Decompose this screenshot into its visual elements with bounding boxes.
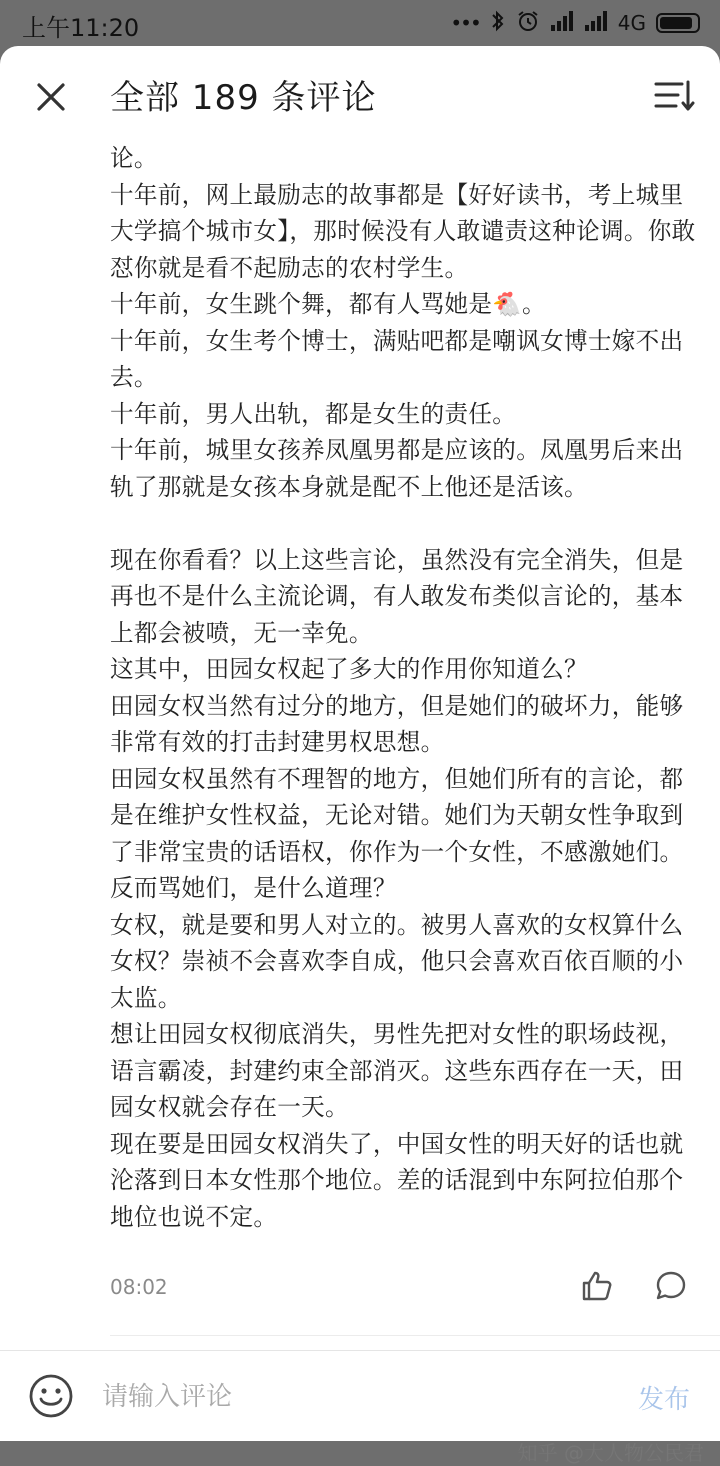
paragraph-gap xyxy=(110,505,700,542)
more-dots-icon: ••• xyxy=(450,11,480,35)
reply-button[interactable] xyxy=(654,1269,688,1303)
comment-paragraph: 女权，就是要和男人对立的。被男人喜欢的女权算什么女权？崇祯不会喜欢李自成，他只会喜欢百依百顺的小太监。 xyxy=(110,910,684,1012)
signal-icon xyxy=(550,10,574,37)
send-button[interactable]: 发布 xyxy=(637,1385,690,1415)
comment-paragraph: 现在要是田园女权消失了，中国女性的明天好的话也就沦落到日本女性那个地位。差的话混到中东阿拉伯那个地位也说不定。 xyxy=(110,1129,684,1231)
status-bar xyxy=(0,0,720,46)
comments-sheet xyxy=(0,46,720,1465)
emoji-icon xyxy=(28,1373,74,1419)
comment-input[interactable] xyxy=(100,1373,484,1421)
sort-button[interactable] xyxy=(652,76,696,116)
network-type: 4G xyxy=(617,11,646,35)
comment-paragraph: 十年前，女生跳个舞，都有人骂她是🐔。 xyxy=(110,290,546,318)
comment-paragraph: 田园女权虽然有不理智的地方，但她们所有的言论，都是在维护女性权益，无论对错。她们为天朝女性争取到了非常宝贵的话语权，你作为一个女性，不感激她们。反而骂她们，是什么道理？ xyxy=(110,764,684,902)
comment-footer xyxy=(110,1269,700,1309)
comment-paragraph: 十年前，网上最励志的故事都是【好好读书，考上城里大学搞个城市女】，那时候没有人敢谴责这种论调。你敢怼你就是看不起励志的农村学生。 xyxy=(110,180,696,282)
thumbs-up-icon xyxy=(580,1269,614,1303)
page-title: 全部 189 条评论 xyxy=(110,78,377,118)
comment-paragraph: 现在你看看？以上这些言论，虽然没有完全消失，但是再也不是什么主流论调，有人敢发布类似言论的，基本上都会被喷，无一幸免。 xyxy=(110,545,684,647)
watermark: 知乎 @大人物公民君 xyxy=(517,1441,704,1465)
sheet-header xyxy=(0,46,720,146)
hd-signal-icon xyxy=(584,10,608,37)
status-time: 上午11:20 xyxy=(22,14,140,42)
comment-paragraph: 田园女权当然有过分的地方，但是她们的破坏力，能够非常有效的打击封建男权思想。 xyxy=(110,691,684,756)
divider xyxy=(110,1335,720,1336)
comment-paragraph: 十年前，男人出轨，都是女生的责任。 xyxy=(110,399,517,428)
reply-bubble-icon xyxy=(654,1269,688,1303)
comment-paragraph: 十年前，女生考个博士，满贴吧都是嘲讽女博士嫁不出去。 xyxy=(110,326,684,391)
comment-time: 08:02 xyxy=(110,1275,168,1299)
comment-paragraph: 十年前，城里女孩养凤凰男都是应该的。凤凰男后来出轨了那就是女孩本身就是配不上他还是活该。 xyxy=(110,436,684,501)
status-icons xyxy=(450,8,700,38)
close-button[interactable] xyxy=(28,74,74,120)
battery-icon xyxy=(656,13,700,33)
emoji-button[interactable] xyxy=(28,1373,74,1419)
like-button[interactable] xyxy=(580,1269,614,1303)
comment-paragraph: 想让田园女权彻底消失，男性先把对女性的职场歧视，语言霸凌，封建约束全部消灭。这些东西存在一天，田园女权就会存在一天。 xyxy=(110,1020,684,1121)
comment-input-bar xyxy=(0,1350,720,1441)
comment-body xyxy=(110,140,700,1235)
bluetooth-icon xyxy=(490,9,506,38)
sort-icon xyxy=(652,76,696,116)
battery-fill xyxy=(660,17,692,29)
comment-paragraph: 这其中，田园女权起了多大的作用你知道么？ xyxy=(110,655,588,683)
close-icon xyxy=(28,74,74,120)
alarm-icon xyxy=(516,9,540,38)
comment-paragraph: 论。 xyxy=(110,144,158,172)
